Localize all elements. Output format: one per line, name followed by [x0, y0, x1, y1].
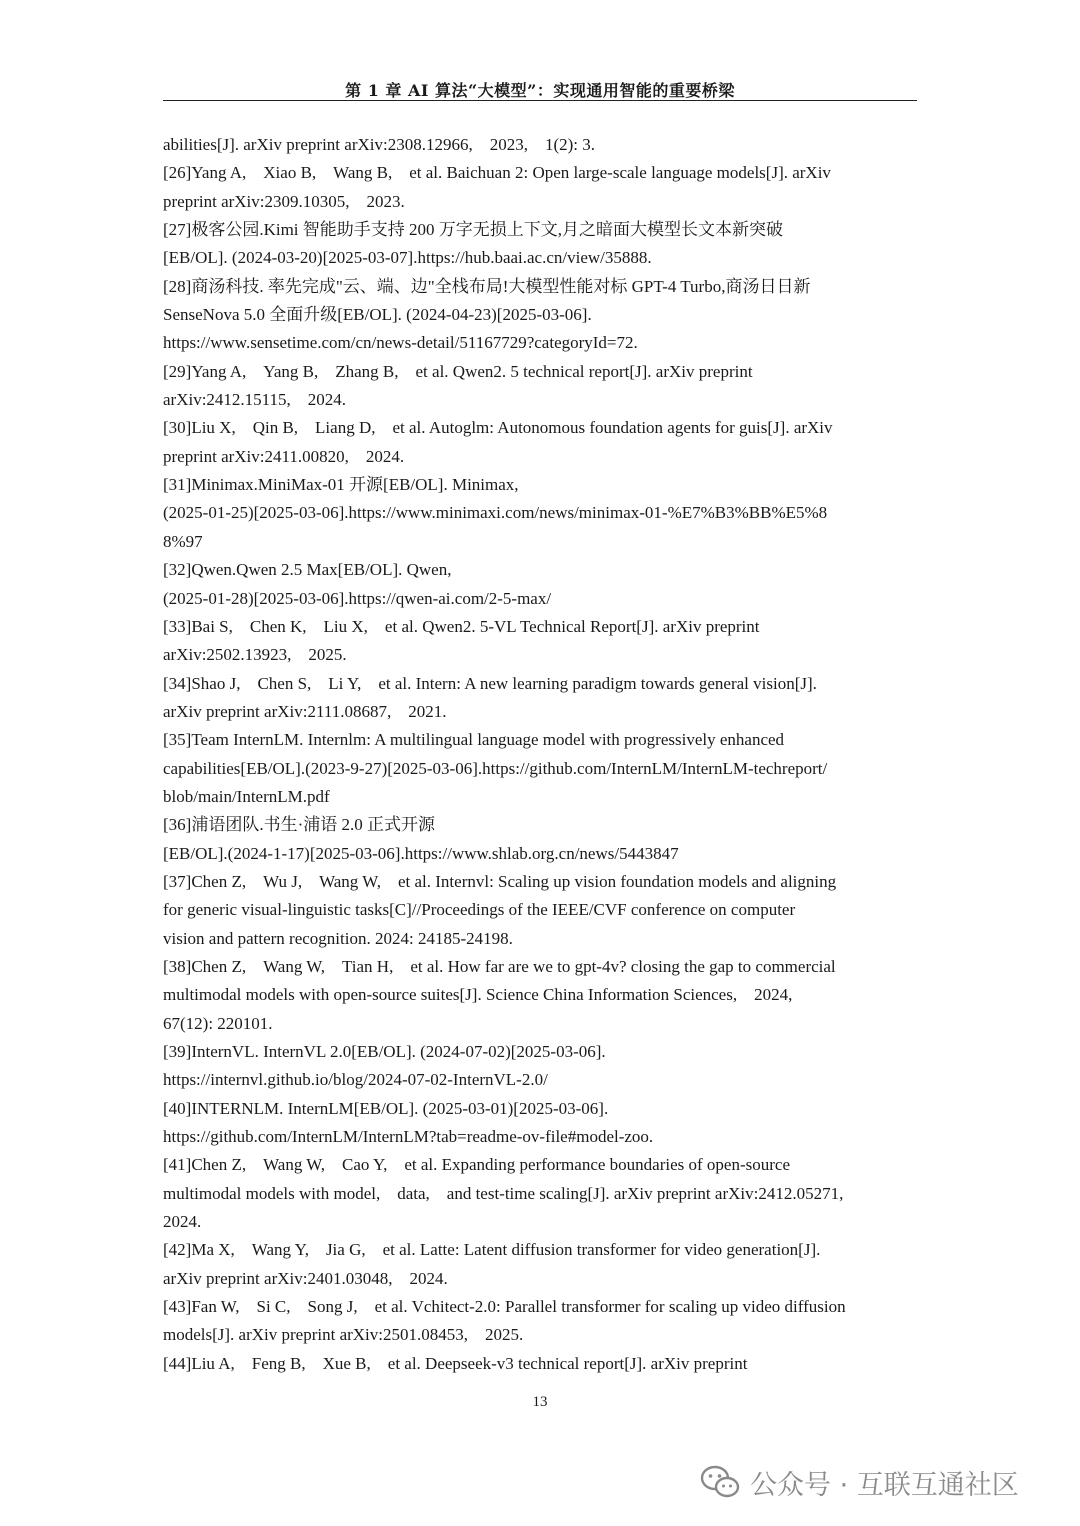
reference-line: SenseNova 5.0 全面升级[EB/OL]. (2024-04-23)[2025-03-06].	[163, 305, 592, 325]
reference-line: [36]浦语团队.书生·浦语 2.0 正式开源	[163, 815, 435, 835]
reference-line: [EB/OL].(2024-1-17)[2025-03-06].https://www.shlab.org.cn/news/5443847	[163, 843, 679, 863]
reference-line: (2025-01-28)[2025-03-06].https://qwen-ai.com/2-5-max/	[163, 588, 552, 608]
page-header-title: 第 1 章 AI 算法“大模型”：实现通用智能的重要桥梁	[345, 81, 735, 100]
reference-line: [44]Liu A, Feng B, Xue B, et al. Deepseek-v3 technical report[J]. arXiv preprint	[163, 1353, 748, 1373]
page-number: 13	[532, 1394, 548, 1410]
watermark	[700, 1462, 1019, 1502]
reference-line: [29]Yang A, Yang B, Zhang B, et al. Qwen2. 5 technical report[J]. arXiv preprint	[163, 361, 753, 381]
reference-line: [38]Chen Z, Wang W, Tian H, et al. How far are we to gpt-4v? closing the gap to commercial	[163, 956, 836, 976]
reference-line: 2024.	[163, 1212, 202, 1232]
reference-line: capabilities[EB/OL].(2023-9-27)[2025-03-06].https://github.com/InternLM/InternLM-techreport/	[163, 758, 828, 778]
reference-line: [30]Liu X, Qin B, Liang D, et al. Autoglm: Autonomous foundation agents for guis[J]. arXiv	[163, 418, 833, 438]
reference-line: multimodal models with model, data, and test-time scaling[J]. arXiv preprint arXiv:2412.05271,	[163, 1183, 844, 1203]
reference-line: [39]InternVL. InternVL 2.0[EB/OL]. (2024-07-02)[2025-03-06].	[163, 1042, 606, 1061]
reference-line: [37]Chen Z, Wu J, Wang W, et al. Internvl: Scaling up vision foundation models and aligning	[163, 871, 837, 891]
reference-line: (2025-01-25)[2025-03-06].https://www.minimaxi.com/news/minimax-01-%E7%B3%BB%E5%8	[163, 503, 828, 523]
reference-line: blob/main/InternLM.pdf	[163, 786, 330, 806]
reference-line: https://internvl.github.io/blog/2024-07-02-InternVL-2.0/	[163, 1070, 548, 1090]
reference-line: [31]Minimax.MiniMax-01 开源[EB/OL]. Minimax,	[163, 475, 519, 495]
reference-list	[163, 131, 923, 1378]
reference-line: vision and pattern recognition. 2024: 24185-24198.	[163, 928, 513, 948]
reference-line: multimodal models with open-source suites[J]. Science China Information Sciences, 2024,	[163, 985, 793, 1005]
reference-line: arXiv preprint arXiv:2401.03048, 2024.	[163, 1268, 448, 1288]
reference-line: [41]Chen Z, Wang W, Cao Y, et al. Expanding performance boundaries of open-source	[163, 1155, 790, 1175]
reference-line: [33]Bai S, Chen K, Liu X, et al. Qwen2. 5-VL Technical Report[J]. arXiv preprint	[163, 616, 760, 636]
reference-line: abilities[J]. arXiv preprint arXiv:2308.12966, 2023, 1(2): 3.	[163, 135, 596, 154]
reference-line: arXiv preprint arXiv:2111.08687, 2021.	[163, 701, 447, 721]
reference-line: [40]INTERNLM. InternLM[EB/OL]. (2025-03-01)[2025-03-06].	[163, 1098, 609, 1118]
reference-line: [43]Fan W, Si C, Song J, et al. Vchitect-2.0: Parallel transformer for scaling up video diffusion	[163, 1297, 846, 1317]
reference-line: for generic visual-linguistic tasks[C]//Proceedings of the IEEE/CVF conference on computer	[163, 900, 796, 920]
reference-line: models[J]. arXiv preprint arXiv:2501.08453, 2025.	[163, 1325, 524, 1345]
header-rule	[163, 100, 917, 101]
reference-line: [EB/OL]. (2024-03-20)[2025-03-07].https://hub.baai.ac.cn/view/35888.	[163, 248, 652, 268]
reference-line: [28]商汤科技. 率先完成"云、端、边"全栈布局!大模型性能对标 GPT-4 Turbo,商汤日日新	[163, 276, 811, 296]
reference-line: [35]Team InternLM. Internlm: A multilingual language model with progressively enhanced	[163, 730, 785, 750]
reference-line: [34]Shao J, Chen S, Li Y, et al. Intern: A new learning paradigm towards general vision[J].	[163, 673, 817, 693]
watermark-text: 公众号 · 互联互通社区	[750, 1469, 1019, 1501]
reference-line: 8%97	[163, 531, 203, 551]
reference-line: 67(12): 220101.	[163, 1013, 273, 1033]
reference-line: [27]极客公园.Kimi 智能助手支持 200 万字无损上下文,月之暗面大模型长文本新突破	[163, 220, 784, 240]
reference-line: preprint arXiv:2411.00820, 2024.	[163, 446, 405, 466]
reference-line: https://github.com/InternLM/InternLM?tab=readme-ov-file#model-zoo.	[163, 1127, 654, 1147]
reference-line: https://www.sensetime.com/cn/news-detail/51167729?categoryId=72.	[163, 333, 638, 353]
reference-line: [32]Qwen.Qwen 2.5 Max[EB/OL]. Qwen,	[163, 560, 452, 580]
wechat-icon	[700, 1464, 740, 1500]
reference-line: [42]Ma X, Wang Y, Jia G, et al. Latte: Latent diffusion transformer for video generation[J].	[163, 1240, 821, 1260]
reference-line: [26]Yang A, Xiao B, Wang B, et al. Baichuan 2: Open large-scale language models[J]. arXiv	[163, 163, 831, 183]
reference-line: arXiv:2412.15115, 2024.	[163, 390, 347, 410]
reference-line: arXiv:2502.13923, 2025.	[163, 645, 347, 665]
reference-line: preprint arXiv:2309.10305, 2023.	[163, 191, 405, 211]
